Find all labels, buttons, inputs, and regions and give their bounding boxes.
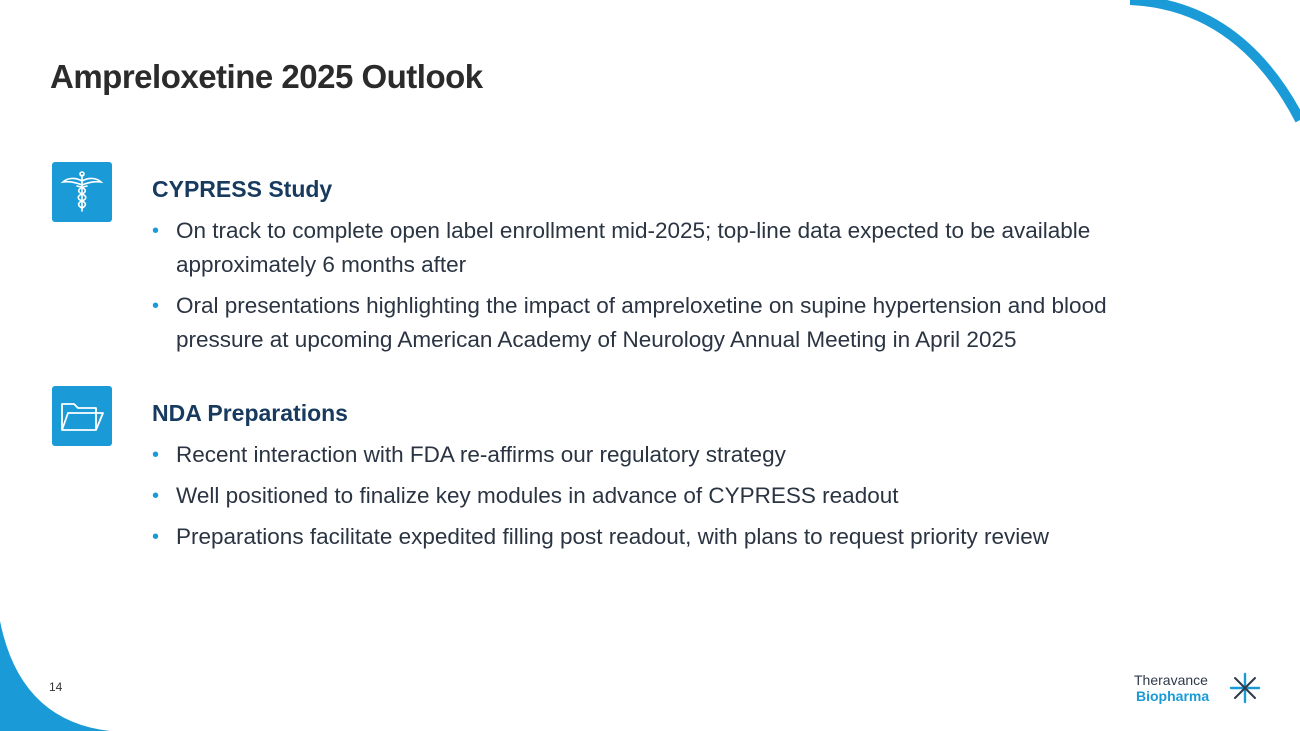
bullet-list: [152, 438, 1152, 561]
company-logo: [1134, 672, 1264, 708]
bullet-text: Preparations facilitate expedited filling post readout, with plans to request priority review: [176, 524, 1049, 549]
bullet-dot-icon: •: [152, 444, 160, 466]
bullet-text: Recent interaction with FDA re-affirms our regulatory strategy: [176, 442, 786, 467]
bullet-dot-icon: •: [152, 220, 160, 242]
list-item: [152, 520, 1152, 554]
star-logo-icon: [1228, 672, 1262, 704]
list-item: [152, 438, 1152, 472]
list-item: [152, 479, 1152, 513]
list-item: [152, 214, 1152, 282]
page-number: 14: [49, 680, 63, 694]
bullet-dot-icon: •: [152, 526, 160, 548]
corner-arc-decoration: [1130, 0, 1300, 130]
bullet-list: [152, 214, 1152, 364]
section-heading: NDA Preparations: [152, 400, 348, 426]
folder-icon: [52, 386, 112, 446]
logo-text-biopharma: Biopharma: [1136, 688, 1210, 704]
section-heading: CYPRESS Study: [152, 176, 333, 202]
bullet-text: On track to complete open label enrollment mid-2025; top-line data expected to be available approximately 6 months after: [176, 218, 1091, 277]
logo-text-theravance: Theravance: [1134, 672, 1208, 688]
bullet-text: Oral presentations highlighting the impact of ampreloxetine on supine hypertension and blood pressure at upcoming American Academy of Neurology Annual Meeting in April 2025: [176, 293, 1107, 352]
caduceus-icon: [52, 162, 112, 222]
slide-title: Ampreloxetine 2025 Outlook: [50, 58, 483, 95]
bullet-dot-icon: •: [152, 485, 160, 507]
bullet-dot-icon: •: [152, 295, 160, 317]
bullet-text: Well positioned to finalize key modules in advance of CYPRESS readout: [176, 483, 899, 508]
list-item: [152, 289, 1152, 357]
corner-wave-decoration: [0, 621, 120, 731]
